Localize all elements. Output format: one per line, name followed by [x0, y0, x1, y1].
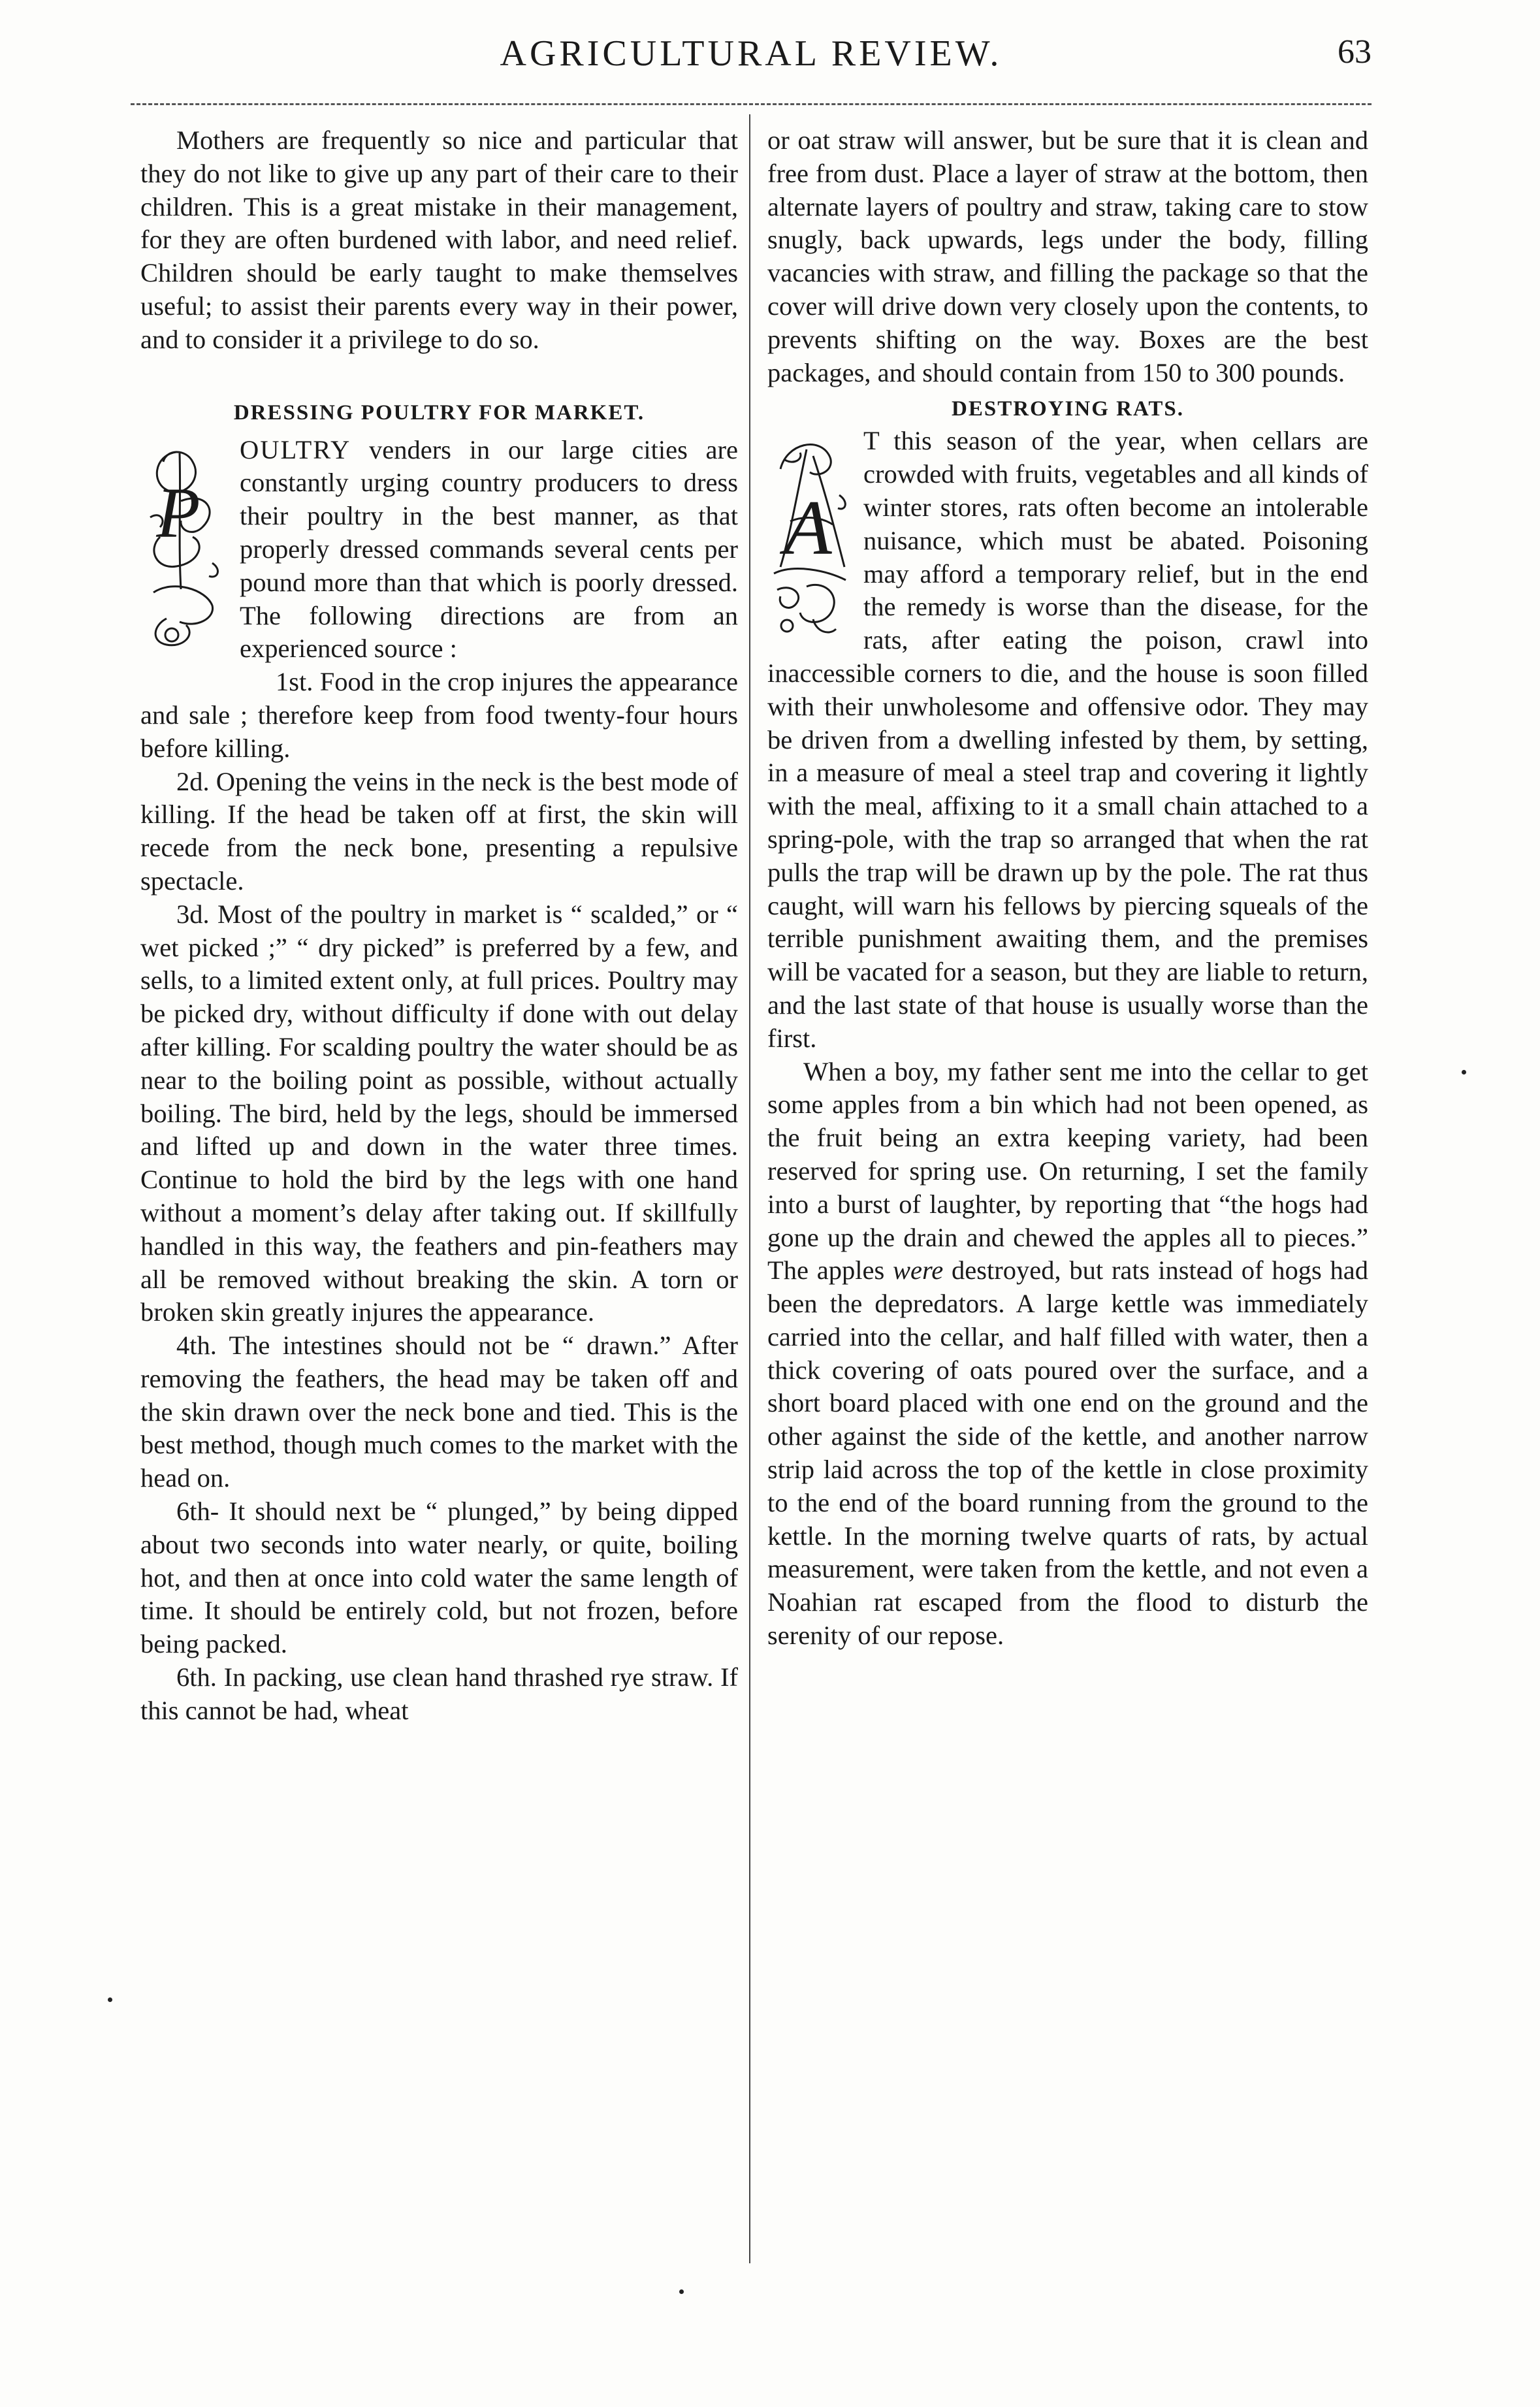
initial-letter-p: P [156, 472, 201, 553]
print-speck [108, 1997, 112, 2002]
ornamental-initial-p [140, 439, 232, 668]
ornamental-initial-a [767, 430, 856, 645]
poultry-lead-text: venders in our large cities are constantly urging country producers to dress their poultry in the best manner, as that properly dressed commands several cents per pound more than that which is poorly dressed. The following directions are from an experienced source : [240, 434, 738, 664]
poultry-step-1: 1st. Food in the crop injures the appearance and sale ; therefore keep from food twenty-four hours before killing. [140, 667, 738, 763]
print-speck [1462, 1070, 1466, 1074]
page-number: 63 [1338, 33, 1372, 71]
rats-story-emphasis: were [893, 1255, 944, 1285]
running-head [131, 33, 1372, 91]
rats-story-paragraph [767, 1056, 1368, 1653]
left-column [140, 124, 738, 1728]
intro-paragraph: Mothers are frequently so nice and particular that they do not like to give up any part of their care to their children. This is a great mistake in their management, for they are often burdened with labor, and need relief. Children should be early taught to make themselves useful; to assist their parents every way in their power, and to consider it a privilege to do so. [140, 125, 738, 354]
right-column [767, 124, 1368, 1653]
poultry-step-2: 2d. Opening the veins in the neck is the best mode of killing. If the head be taken off at first, the skin will recede from the neck bone, presenting a repulsive spectacle. [140, 766, 738, 896]
poultry-step-3: 3d. Most of the poultry in market is “ scalded,” or “ wet picked ;” “ dry picked” is preferred by a few, and sells, to a limited extent only, at full prices. Poultry may be picked dry, without difficulty if done with out delay after killing. For scalding poultry the water should be as near to the boiling point as possible, without actually boiling. The bird, held by the legs, should be immersed and lifted up and down in the water three times. Continue to hold the bird by the legs with one hand without a moment’s delay after taking out. If skillfully handled in this way, the feathers and pin-feathers may all be removed without breaking the skin. A torn or broken skin greatly injures the appearance. [140, 899, 738, 1327]
poultry-step-5: 6th- It should next be “ plunged,” by being dipped about two seconds into water nearly, or quite, boiling hot, and then at once into cold water the same length of time. It should be entirely cold, but not frozen, before being packed. [140, 1496, 738, 1659]
rats-lead-paragraph [767, 425, 1368, 1055]
rats-story-part-1: When a boy, my father sent me into the cellar to get some apples from a bin which had not been opened, as the fruit being an extra keeping variety, had been reserved for spring use. On returning, I set the family into a burst of laughter, by reporting that “the hogs had gone up the drain and chewed the apples all to pieces.” The apples [767, 1056, 1368, 1285]
initial-letter-a: A [784, 484, 832, 572]
rats-lead-text: T this season of the year, when cellars are crowded with fruits, vegetables and all kinds of winter stores, rats often become an intolerable nuisance, which must be abated. Poisoning may afford a temporary relief, but in the end the remedy is worse than the disease, for the rats, after eating the poison, crawl into inaccessible corners to die, and the house is soon filled with their unwholesome and offensive odor. They may be driven from a dwelling infested by them, by setting, in a measure of meal a steel trap and covering it lightly with the meal, affixing to it a small chain attached to a spring-pole, with the trap so arranged that when the rat pulls the trap will be drawn up by the pole. The rat thus caught, will warn his fellows by piercing squeals of the terrible punishment awaiting them, and the premises will be vacated for a season, but they are liable to return, and the last state of that house is usually worse than the first. [767, 426, 1368, 1053]
article-heading-poultry: DRESSING POULTRY FOR MARKET. [233, 400, 645, 425]
article-heading-rats: DESTROYING RATS. [952, 397, 1184, 421]
poultry-step-4: 4th. The intestines should not be “ drawn.” After removing the feathers, the head may be taken off and the skin drawn over the neck bone and tied. This is the best method, though much comes to the market with the head on. [140, 1331, 738, 1493]
poultry-lead-word: OULTRY [240, 434, 351, 464]
column-divider [749, 114, 750, 2263]
running-title: AGRICULTURAL REVIEW. [500, 33, 1003, 74]
rats-story-part-2: destroyed, but rats instead of hogs had been the depredators. A large kettle was immediately carried into the cellar, and half filled with water, then a thick covering of oats poured over the surface, and a short board placed with one end on the ground and the other against the side of the kettle, and another narrow strip laid across the top of the kettle in close proximity to the end of the board running from the ground to the kettle. In the morning twelve quarts of rats, by actual measurement, were taken from the kettle, and not even a Noahian rat escaped from the flood to disturb the serenity of our repose. [767, 1255, 1369, 1651]
header-rule [131, 103, 1372, 105]
print-speck [679, 2289, 684, 2294]
poultry-step-6: 6th. In packing, use clean hand thrashed rye straw. If this cannot be had, wheat [140, 1662, 738, 1725]
ornamental-a-icon [767, 430, 856, 645]
ornamental-p-icon [140, 439, 232, 668]
poultry-lead-paragraph [140, 434, 738, 666]
poultry-continuation: or oat straw will answer, but be sure that it is clean and free from dust. Place a layer of straw at the bottom, then alternate layers of poultry and straw, taking care to stow snugly, back upwards, legs under the body, filling vacancies with straw, and filling the package so that the cover will drive down very closely upon the contents, to prevents shifting on the way. Boxes are the best packages, and should contain from 150 to 300 pounds. [767, 125, 1368, 387]
